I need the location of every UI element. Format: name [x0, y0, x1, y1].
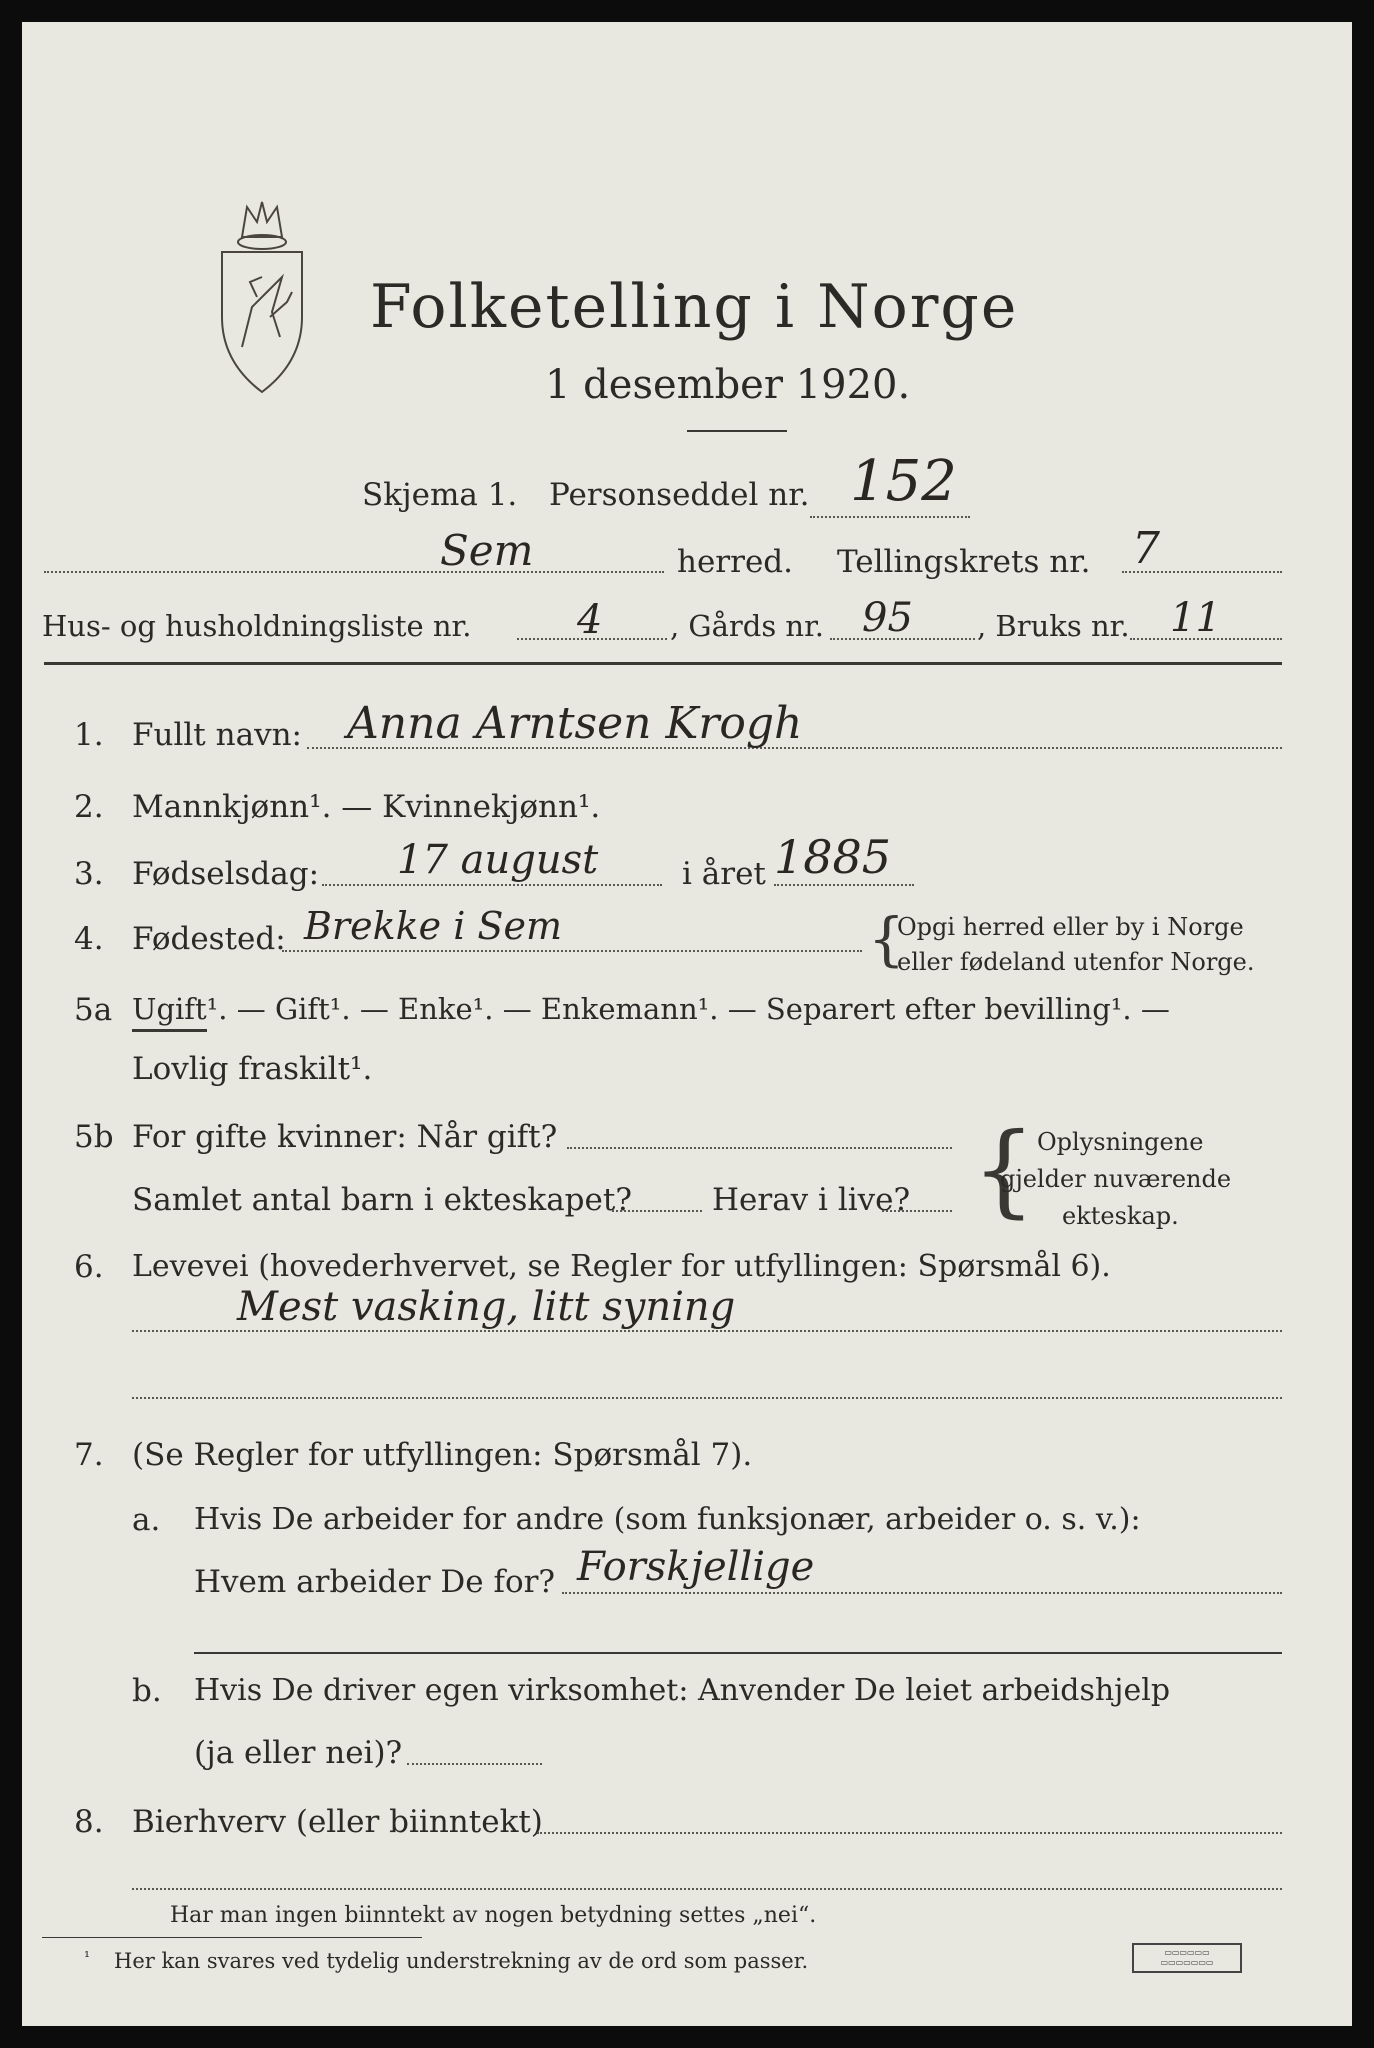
q3-line — [322, 884, 662, 886]
q5b-note-line2: gjelder nuværende — [1000, 1165, 1232, 1193]
q7-number: 7. — [74, 1437, 104, 1473]
q3-number: 3. — [74, 856, 104, 892]
skjema-label: Skjema 1. — [362, 477, 518, 513]
q5b-married-line — [567, 1147, 952, 1149]
q7a-line — [562, 1592, 1282, 1594]
printer-stamp: ▭▭▭▭▭▭ ▭▭▭▭▭▭▭ — [1132, 1943, 1242, 1973]
q7a-number: a. — [132, 1502, 161, 1538]
personseddel-value: 152 — [850, 449, 957, 514]
q4-note-line1: Opgi herred eller by i Norge — [897, 913, 1244, 941]
title-rule — [687, 430, 787, 432]
q7b-line2: (ja eller nei)? — [194, 1735, 403, 1771]
husliste-value: 4 — [577, 597, 603, 643]
q7a-value: Forskjellige — [577, 1544, 815, 1590]
footer-note: Har man ingen biinntekt av nogen betydning settes „nei“. — [170, 1903, 817, 1928]
footnote-mark: ¹ — [84, 1948, 91, 1966]
herred-line — [44, 571, 664, 573]
tellingskrets-value: 7 — [1132, 523, 1160, 574]
q8-number: 8. — [74, 1804, 104, 1840]
q5b-note-line1: Oplysningene — [1037, 1128, 1204, 1156]
q5b-line1: For gifte kvinner: Når gift? — [132, 1119, 558, 1155]
q5b-note-line3: ekteskap. — [1062, 1202, 1179, 1230]
q3-year-label: i året — [682, 856, 766, 892]
q4-note-line2: eller fødeland utenfor Norge. — [897, 948, 1255, 976]
q5b-alive-line — [882, 1210, 952, 1212]
q7-label: (Se Regler for utfyllingen: Spørsmål 7). — [132, 1437, 753, 1473]
q3-year-value: 1885 — [774, 830, 892, 884]
q1-label: Fullt navn: — [132, 717, 302, 753]
q8-line1 — [537, 1832, 1282, 1834]
q4-value: Brekke i Sem — [304, 904, 562, 948]
bruks-label: , Bruks nr. — [977, 609, 1130, 643]
q3-label: Fødselsdag: — [132, 856, 320, 892]
q5b-line2: Samlet antal barn i ekteskapet? — [132, 1182, 632, 1218]
q6-line2 — [132, 1397, 1282, 1399]
q7a-line1: Hvis De arbeider for andre (som funksjonær, arbeider o. s. v.): — [194, 1502, 1141, 1537]
q5b-number: 5b — [74, 1119, 114, 1155]
personseddel-line — [810, 516, 970, 518]
q5b-line2b: Herav i live? — [712, 1182, 911, 1218]
form-title: Folketelling i Norge — [370, 272, 1019, 342]
tellingskrets-label: Tellingskrets nr. — [837, 544, 1091, 580]
q6-number: 6. — [74, 1249, 104, 1285]
gards-label: , Gårds nr. — [670, 609, 824, 643]
q7b-line — [407, 1763, 542, 1765]
q7a-line2: Hvem arbeider De for? — [194, 1564, 556, 1600]
herred-value: Sem — [440, 526, 534, 575]
gards-value: 95 — [862, 595, 913, 641]
q4-label: Fødested: — [132, 921, 286, 957]
coat-of-arms-icon — [212, 197, 312, 397]
q4-line — [282, 950, 862, 952]
q3-value: 17 august — [397, 837, 599, 883]
q5b-children-line — [612, 1210, 702, 1212]
q8-line2 — [132, 1888, 1282, 1890]
q5b-brace: { — [972, 1111, 1036, 1228]
q5a-ugift-underline — [132, 1029, 207, 1032]
q7a-rule — [194, 1652, 1282, 1654]
q4-number: 4. — [74, 921, 104, 957]
q5a-number: 5a — [74, 992, 113, 1028]
footnote-rule — [42, 1937, 422, 1938]
census-date: 1 desember 1920. — [545, 362, 911, 408]
q2-number: 2. — [74, 789, 104, 825]
herred-label: herred. — [677, 544, 793, 580]
husliste-label: Hus- og husholdningsliste nr. — [42, 609, 472, 643]
q3-year-line — [774, 884, 914, 886]
q1-number: 1. — [74, 717, 104, 753]
q1-value: Anna Arntsen Krogh — [347, 698, 803, 749]
bruks-value: 11 — [1170, 595, 1221, 641]
personseddel-label: Personseddel nr. — [549, 477, 810, 513]
header-divider — [44, 662, 1282, 665]
q8-label: Bierhverv (eller biinntekt) — [132, 1804, 543, 1840]
q6-label: Levevei (hovederhvervet, se Regler for utfyllingen: Spørsmål 6). — [132, 1249, 1111, 1284]
q5a-line1: Ugift¹. — Gift¹. — Enke¹. — Enkemann¹. — Separert efter bevilling¹. — — [132, 992, 1170, 1026]
q2-label: Mannkjønn¹. — Kvinnekjønn¹. — [132, 789, 601, 825]
q6-line1 — [132, 1330, 1282, 1332]
q4-brace: { — [868, 905, 905, 973]
census-form — [22, 22, 1352, 2026]
q6-value: Mest vasking, litt syning — [237, 1284, 736, 1330]
q7b-number: b. — [132, 1673, 162, 1709]
q5a-line2: Lovlig fraskilt¹. — [132, 1051, 373, 1087]
q7b-line1: Hvis De driver egen virksomhet: Anvender De leiet arbeidshjelp — [194, 1673, 1171, 1708]
footnote-text: Her kan svares ved tydelig understrekning av de ord som passer. — [114, 1949, 809, 1973]
